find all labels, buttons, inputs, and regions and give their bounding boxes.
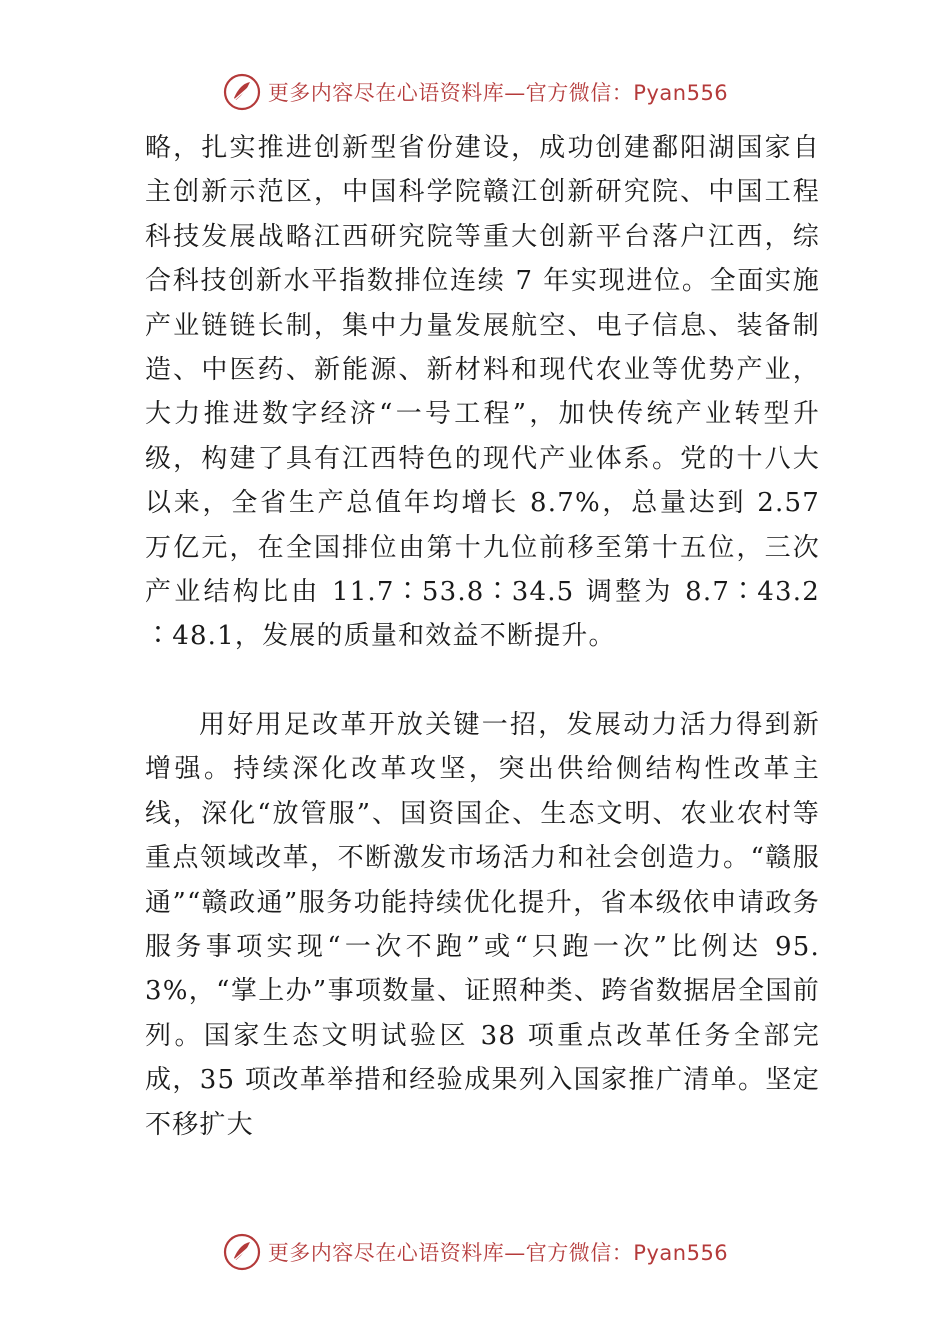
logo-icon xyxy=(222,1232,262,1272)
watermark-text: 更多内容尽在心语资料库—官方微信：Pyan556 xyxy=(267,1241,729,1265)
logo-icon xyxy=(222,72,262,112)
document-body xyxy=(145,126,820,1147)
paragraph-1: 略，扎实推进创新型省份建设，成功创建鄱阳湖国家自主创新示范区，中国科学院赣江创新研究院、中国工程科技发展战略江西研究院等重大创新平台落户江西，综合科技创新水平指数排位连续 7 年实现进位。全面实施产业链链长制，集中力量发展航空、电子信息、装备制造、中医药、新能源、新材料和现代农业等优势产业，大力推进数字经济“一号工程”，加快传统产业转型升级，构建了具有江西特色的现代产业体系。党的十八大以来，全省生产总值年均增长 8.7%，总量达到 2.57 万亿元，在全国排位由第十九位前移至第十五位，三次产业结构比由 11.7∶53.8∶34.5 调整为 8.7∶43.2∶48.1，发展的质量和效益不断提升。 xyxy=(145,133,820,652)
footer-watermark xyxy=(0,1230,950,1274)
header-watermark xyxy=(0,70,950,114)
paragraph-2: 用好用足改革开放关键一招，发展动力活力得到新增强。持续深化改革攻坚，突出供给侧结构性改革主线，深化“放管服”、国资国企、生态文明、农业农村等重点领域改革，不断激发市场活力和社会创造力。“赣服通”“赣政通”服务功能持续优化提升，省本级依申请政务服务事项实现“一次不跑”或“只跑一次”比例达 95.3%，“掌上办”事项数量、证照种类、跨省数据居全国前列。国家生态文明试验区 38 项重点改革任务全部完成，35 项改革举措和经验成果列入国家推广清单。坚定不移扩大 xyxy=(145,709,820,1140)
watermark-text: 更多内容尽在心语资料库—官方微信：Pyan556 xyxy=(267,81,729,105)
